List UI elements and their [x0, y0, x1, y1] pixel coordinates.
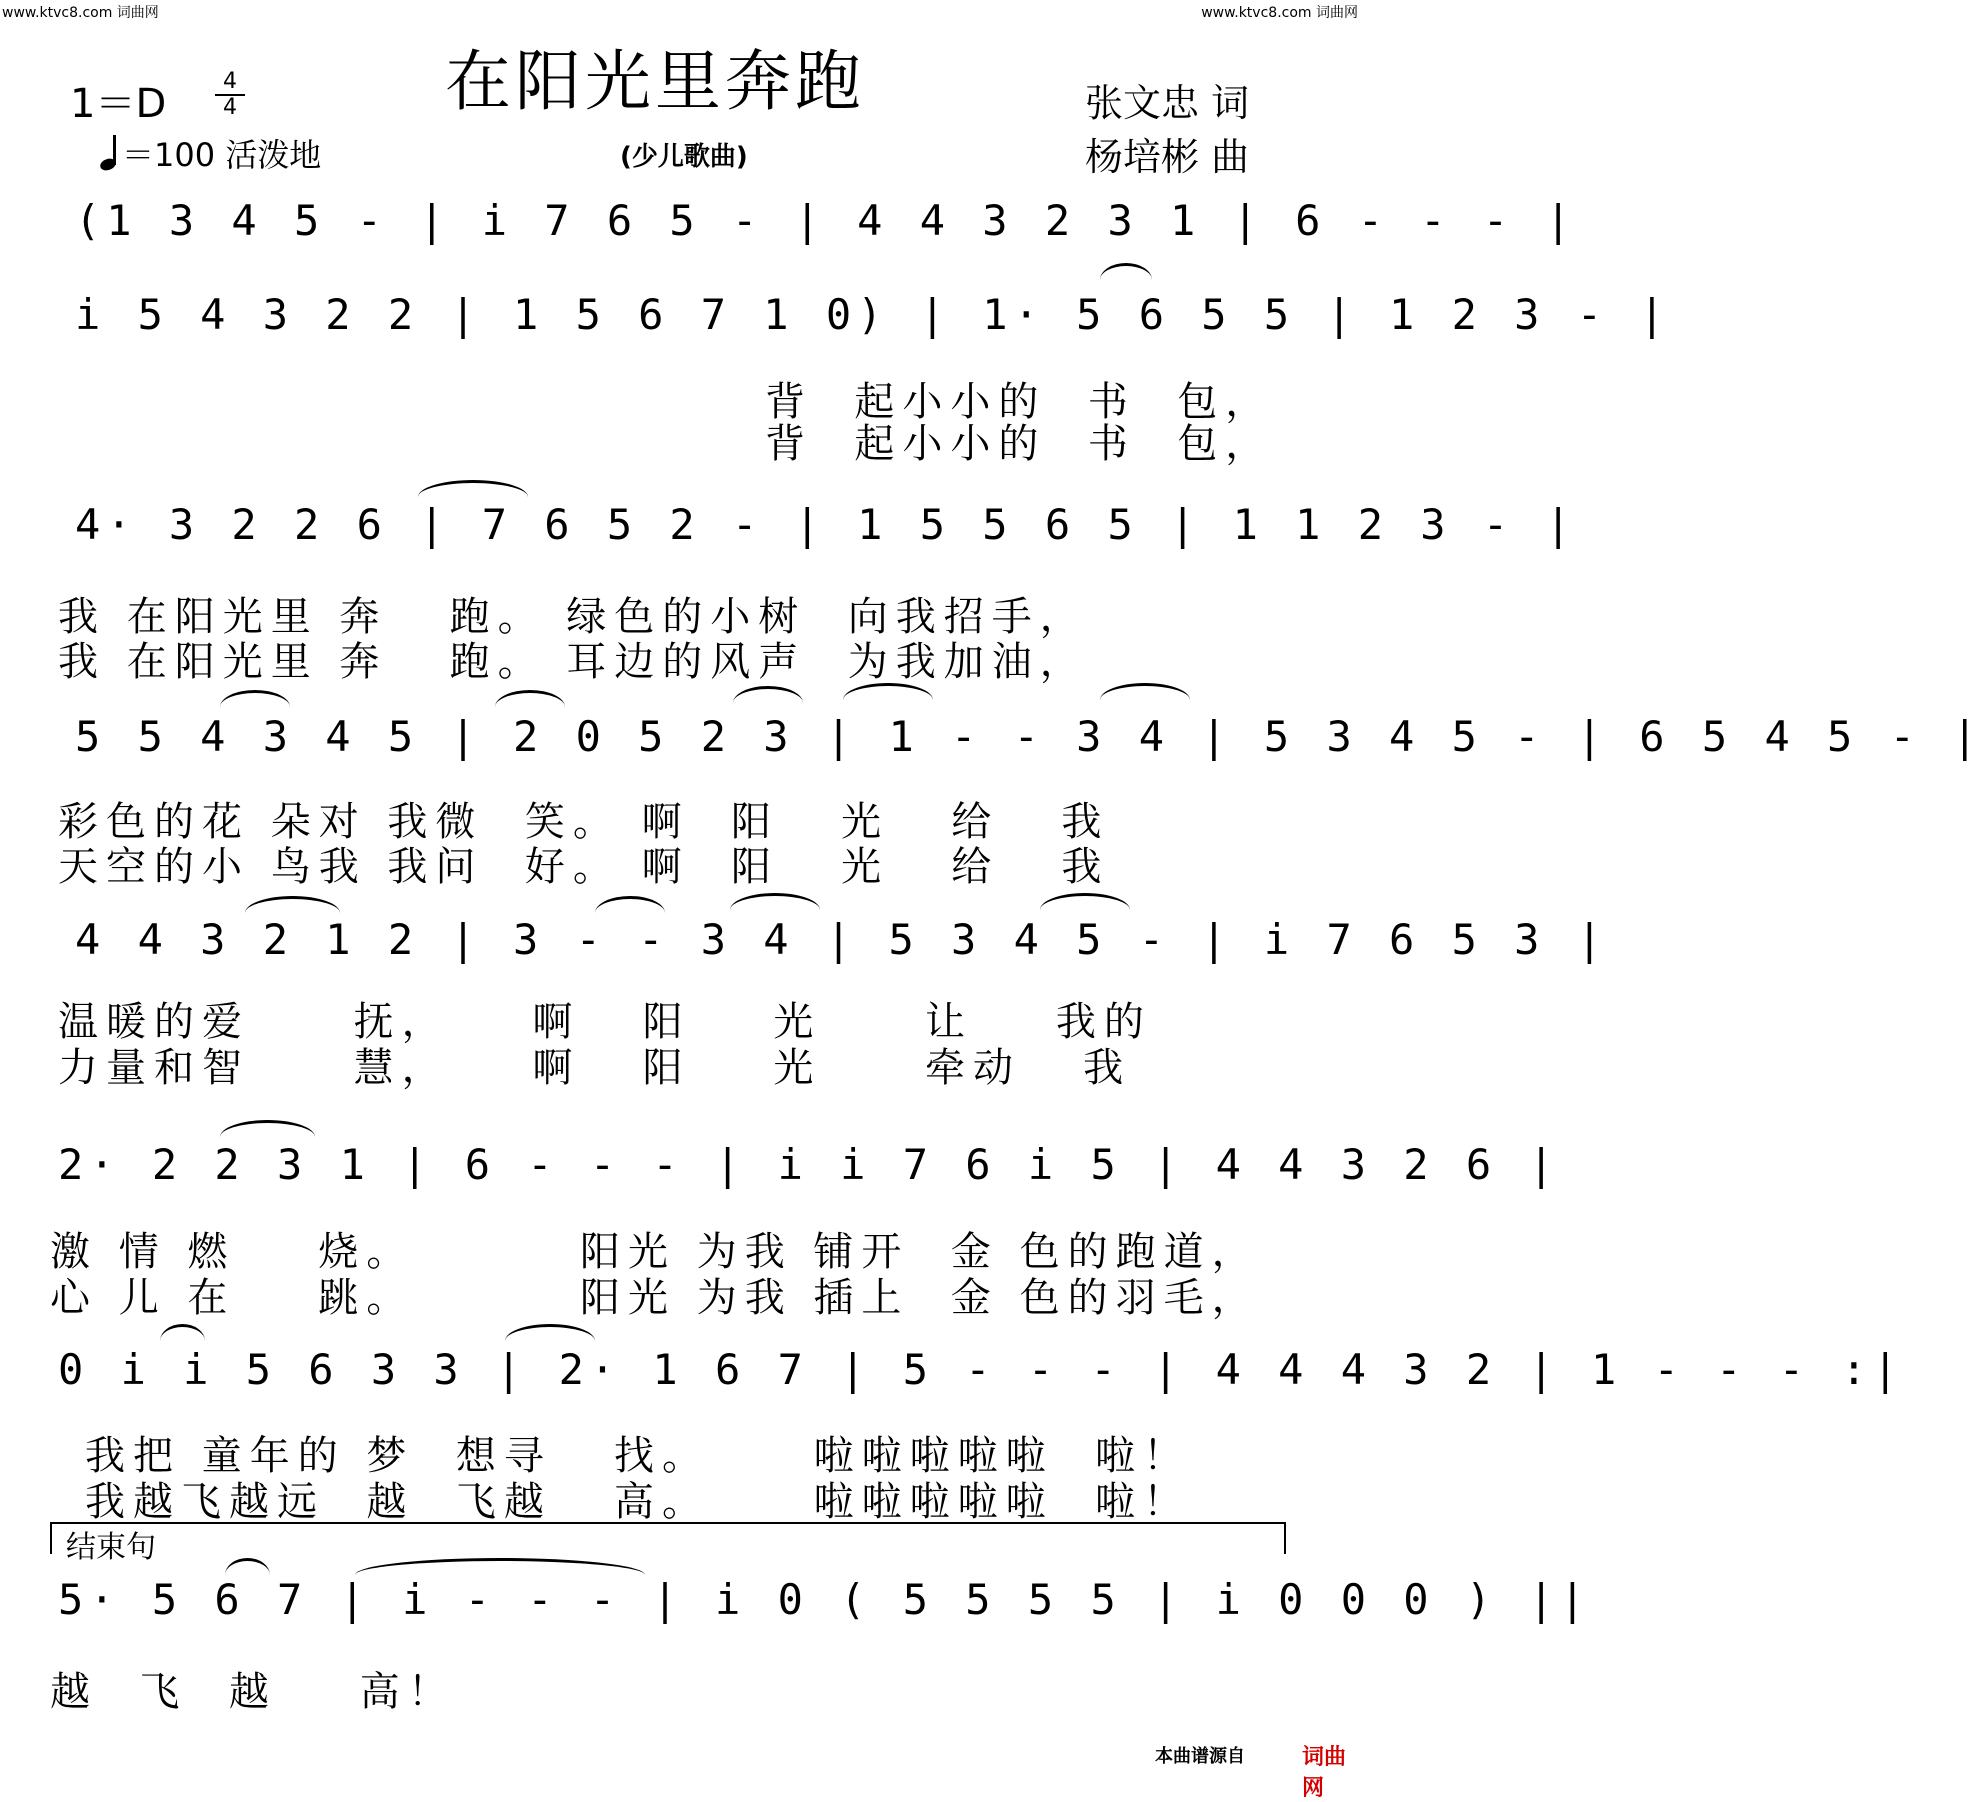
- notation-line-6: 2· 2 2 3 1 | 6 - - - | i i 7 6 i 5 | 4 4 3 2 6 |: [58, 1140, 1560, 1189]
- slur: [505, 1324, 595, 1341]
- slur: [355, 1558, 645, 1575]
- slur: [220, 1120, 315, 1137]
- slur: [1040, 893, 1130, 910]
- slur: [730, 893, 820, 910]
- slur: [595, 896, 665, 913]
- notation-line-5: 4 4 3 2 1 2 | 3 - - 3 4 | 5 3 4 5 - | i 7 6 5 3 |: [75, 915, 1609, 964]
- tempo-marking: [100, 130, 321, 176]
- lyric-4-verse-1: 彩色的花 朵对 我微 笑。 啊 阳 光 给 我: [58, 799, 1110, 845]
- tempo-text: ＝100 活泼地: [122, 136, 322, 174]
- subtitle: (少儿歌曲): [620, 142, 748, 172]
- slur: [495, 690, 565, 707]
- lyric-4-verse-2: 天空的小 鸟我 我问 好。 啊 阳 光 给 我: [58, 844, 1110, 890]
- slur: [1100, 683, 1190, 700]
- lyric-6-verse-1: 激 情 燃 烧。 阳光 为我 铺开 金 色的跑道，: [50, 1229, 1260, 1275]
- notation-line-3: 4· 3 2 2 6 | 7 6 5 2 - | 1 5 5 6 5 | 1 1 2 3 - |: [75, 500, 1577, 549]
- slur: [1100, 263, 1152, 280]
- footer-logo: 词曲网: [1302, 1745, 1347, 1801]
- ending-bracket: [50, 1522, 1286, 1554]
- key-signature: 1＝D: [70, 81, 167, 127]
- lyric-8-verse-1: 越 飞 越 高！: [50, 1669, 456, 1715]
- slur: [220, 690, 290, 707]
- ending-label: 结束句: [66, 1530, 156, 1565]
- lyric-2-verse-2: 背 起小小的 书 包，: [765, 421, 1274, 467]
- notation-line-1: (1 3 4 5 - | i 7 6 5 - | 4 4 3 2 3 1 | 6 - - - |: [75, 196, 1577, 245]
- lyric-3-verse-1: 我 在阳光里 奔 跑。 绿色的小树 向我招手，: [58, 594, 1088, 640]
- lyric-6-verse-2: 心 儿 在 跳。 阳光 为我 插上 金 色的羽毛，: [50, 1275, 1260, 1321]
- song-title: 在阳光里奔跑: [445, 43, 865, 120]
- composer-credit: 杨培彬 曲: [1085, 135, 1250, 179]
- lyric-5-verse-1: 温暖的爱 抚， 啊 阳 光 让 我的: [58, 999, 1152, 1045]
- lyricist-credit: 张文忠 词: [1085, 81, 1250, 125]
- slur: [245, 896, 340, 913]
- lyric-2-verse-1: 背 起小小的 书 包，: [765, 379, 1274, 425]
- slur: [733, 686, 803, 703]
- lyric-7-verse-2: 我越飞越远 越 飞越 高。 啦啦啦啦啦 啦！: [85, 1479, 1192, 1525]
- watermark-right: www.ktvc8.com 词曲网: [1201, 5, 1358, 21]
- watermark-left: www.ktvc8.com 词曲网: [2, 5, 159, 21]
- footer-source-text: 本曲谱源自: [1155, 1746, 1245, 1767]
- time-signature-bottom: 4: [215, 94, 245, 120]
- lyric-7-verse-1: 我把 童年的 梦 想寻 找。 啦啦啦啦啦 啦！: [85, 1433, 1192, 1479]
- lyric-3-verse-2: 我 在阳光里 奔 跑。 耳边的风声 为我加油，: [58, 639, 1088, 685]
- slur: [418, 480, 528, 497]
- slur: [160, 1324, 205, 1341]
- quarter-note-icon: [100, 136, 122, 170]
- notation-line-2: i 5 4 3 2 2 | 1 5 6 7 1 0) | 1· 5 6 5 5 | 1 2 3 - |: [75, 290, 1671, 339]
- lyric-5-verse-2: 力量和智 慧， 啊 阳 光 牵动 我: [58, 1045, 1132, 1091]
- notation-line-4: 5 5 4 3 4 5 | 2 0 5 2 3 | 1 - - 3 4 | 5 3 4 5 - | 6 5 4 5 - |: [75, 712, 1983, 761]
- slur: [225, 1558, 270, 1575]
- time-signature-top: 4: [223, 69, 237, 94]
- notation-line-7: 0 i i 5 6 3 3 | 2· 1 6 7 | 5 - - - | 4 4 4 3 2 | 1 - - - :|: [58, 1345, 1904, 1394]
- time-signature: [215, 70, 245, 120]
- notation-line-8: 5· 5 6 7 | i - - - | i 0 ( 5 5 5 5 | i 0 0 0 ) ||: [58, 1575, 1592, 1624]
